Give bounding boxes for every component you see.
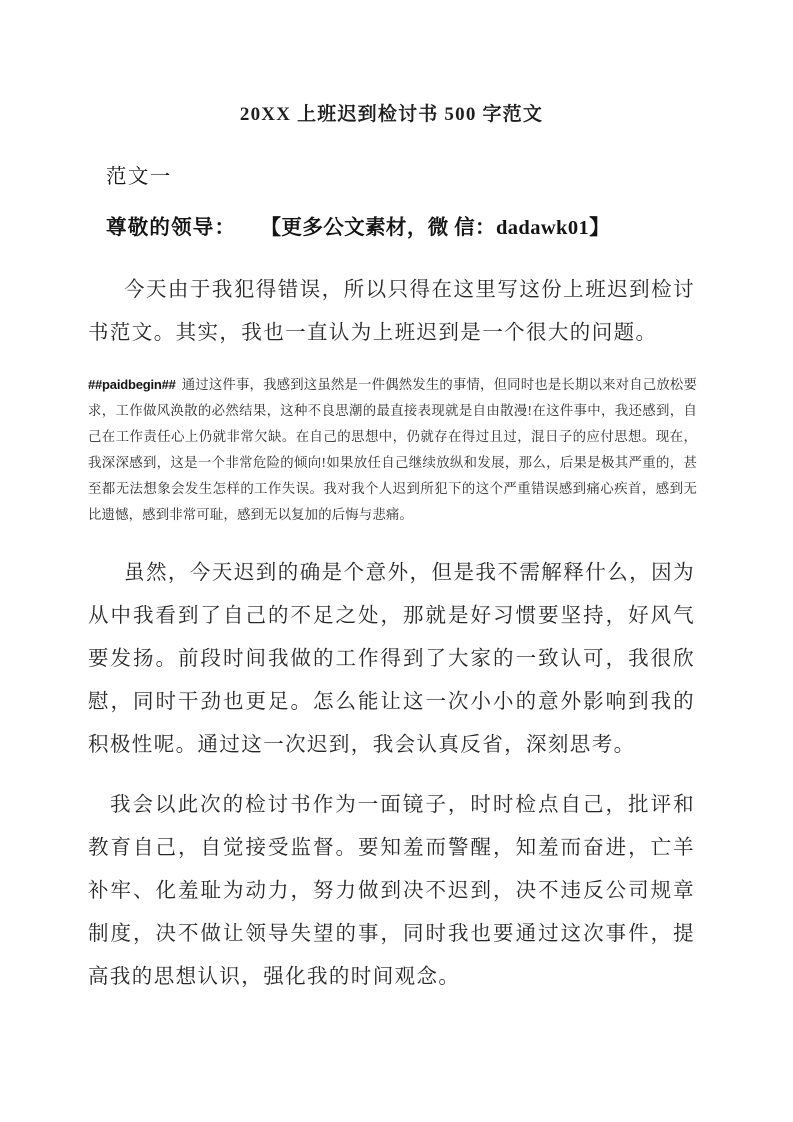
spacer bbox=[88, 130, 695, 160]
salutation-line bbox=[88, 211, 695, 245]
spacer bbox=[88, 245, 695, 269]
paragraph-3: 虽然，今天迟到的确是个意外，但是我不需解释什么，因为从中我看到了自己的不足之处，那就是好习惯要坚持，好风气要发扬。前段时间我做的工作得到了大家的一致认可，我很欣慰，同时干劲也更足。怎么能让这一次小小的意外影响到我的积极性呢。通过这一次迟到，我会认真反省，深刻思考。 bbox=[88, 562, 695, 756]
paragraph-1: 今天由于我犯得错误，所以只得在这里写这份上班迟到检讨书范文。其实，我也一直认为上班迟到是一个很大的问题。 bbox=[88, 279, 695, 344]
paragraph-2-inserted bbox=[88, 372, 697, 528]
spacer bbox=[88, 528, 695, 552]
page-title: 20XX 上班迟到检讨书 500 字范文 bbox=[239, 104, 544, 125]
section-label: 范文一 bbox=[106, 166, 172, 188]
salutation-greeting: 尊敬的领导： bbox=[106, 217, 237, 239]
promo-note: 【更多公文素材，微 信：dadawk01】 bbox=[260, 217, 611, 239]
paid-begin-marker: ##paidbegin## bbox=[88, 377, 176, 392]
spacer bbox=[88, 767, 695, 784]
paragraph-4: 我会以此次的检讨书作为一面镜子，时时检点自己，批评和教育自己，自觉接受监督。要知羞而警醒，知羞而奋进，亡羊补牢、化羞耻为动力，努力做到决不迟到，决不违反公司规章制度，决不做让领导失望的事，同时我也要通过这次事件，提高我的思想认识，强化我的时间观念。 bbox=[88, 794, 695, 988]
paragraph-2-text: 通过这件事，我感到这虽然是一件偶然发生的事情，但同时也是长期以来对自己放松要求，工作做风涣散的必然结果，这种不良思潮的最直接表现就是自由散漫!在这件事中，我还感到，自己在工作责任心上仍就非常欠缺。在自己的思想中，仍就存在得过且过，混日子的应付思想。现在，我深深感到，这是一个非常危险的倾向!如果放任自己继续放纵和发展，那么，后果是极其严重的，甚至都无法想象会发生怎样的工作失误。我对我个人迟到所犯下的这个严重错误感到痛心疾首，感到无比遗憾，感到非常可耻，感到无以复加的后悔与悲痛。 bbox=[88, 377, 697, 522]
spacer bbox=[88, 355, 695, 372]
document-body bbox=[88, 0, 695, 999]
spacer bbox=[88, 194, 695, 211]
